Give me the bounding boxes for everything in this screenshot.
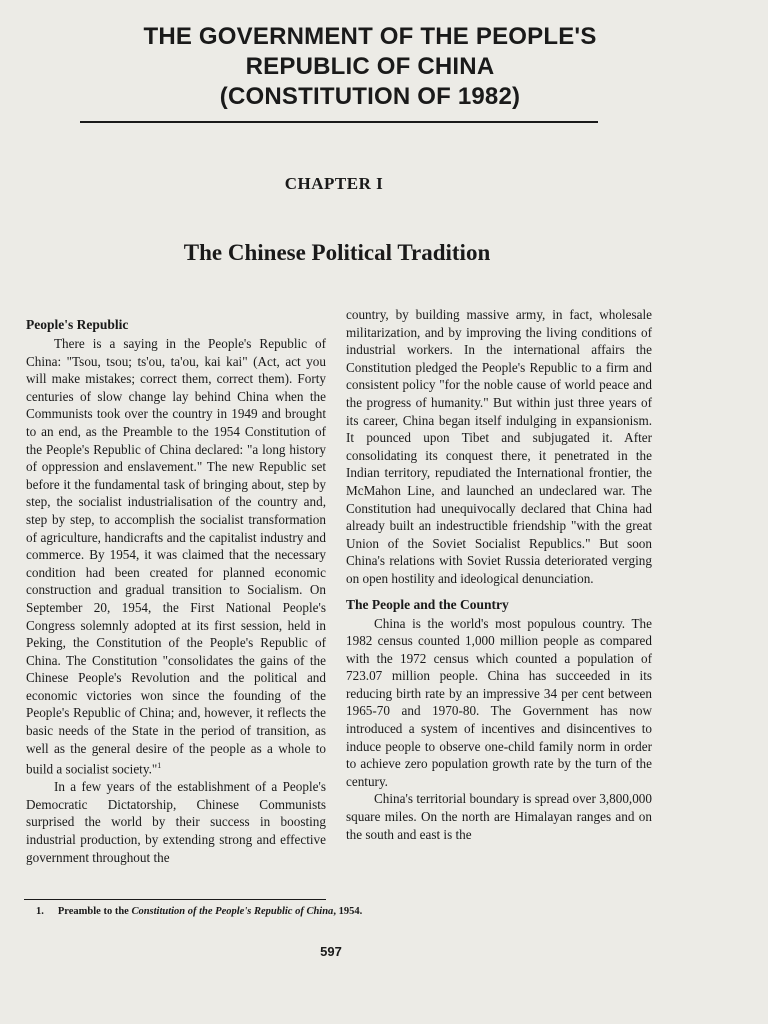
- footnote-rule: [24, 899, 326, 900]
- section-heading-people-and-country: The People and the Country: [346, 596, 509, 612]
- footnote-number: 1.: [36, 906, 44, 917]
- right-paragraph-1: country, by building massive army, in fact, wholesale militarization, and by improving the living conditions of industrial workers. In the international affairs the Constitution pledged the People's Republic to a firm and consistent policy "for the noble cause of world peace and the progress of humanity." But within just three years of its career, China began itself indulging in expansionism. It pounced upon Tibet and subjugated it. After consolidating its conquest there, it penetrated in the Indian territory, repudiated the International frontier, the McMahon Line, and launched an undeclared war. The Constitution had unequivocally declared that China had already built an indestructible friendship "with the great Union of the Soviet Socialist Republics." But soon China's relations with Soviet Russia deteriorated verging on open hostility and ideological denunciation.: [346, 307, 652, 586]
- right-paragraph-2: China is the world's most populous country. The 1982 census counted 1,000 million people as compared with the 1972 census which counted a population of 723.07 million people. China has succeeded in its reducing birth rate by an impressive 34 per cent between 1965-70 and 1970-80. The Government has now introduced a system of incentives and disincentives to induce people to observe one-child family norm in order to achieve zero population growth rate by the turn of the century.: [346, 615, 652, 789]
- right-paragraph-3: China's territorial boundary is spread over 3,800,000 square miles. On the north are Himalayan ranges and on the south and east is the: [346, 791, 652, 842]
- title-line-3: (CONSTITUTION OF 1982): [219, 83, 521, 110]
- footnote-reference: 1: [157, 761, 162, 771]
- footnote: [36, 906, 362, 917]
- chapter-title: The Chinese Political Tradition: [183, 240, 491, 265]
- page-number: 597: [320, 944, 342, 959]
- left-paragraph-2: In a few years of the establishment of a People's Democratic Dictatorship, Chinese Communists surprised the world by their success in boosting industrial production, by extending strong and effective government throughout the: [26, 779, 326, 865]
- footnote-suffix: , 1954.: [333, 906, 363, 917]
- title-line-1: THE GOVERNMENT OF THE PEOPLE'S: [143, 23, 597, 50]
- book-title: [60, 22, 680, 112]
- footnote-prefix: Preamble to the: [57, 906, 129, 917]
- left-column: [26, 308, 326, 866]
- title-line-2: REPUBLIC OF CHINA: [245, 53, 495, 80]
- chapter-label: CHAPTER I: [284, 174, 384, 193]
- section-heading-peoples-republic: People's Republic: [26, 317, 129, 332]
- title-rule: [80, 121, 598, 123]
- right-column: [346, 306, 652, 843]
- left-paragraph-1-text: There is a saying in the People's Republic of China: "Tsou, tsou; ts'ou, ta'ou, kai kai" (Act, act you will make mistakes; correct them, correct them). Forty centuries of slow change lay behind China when the Communists took over the country in 1949 and brought to an end, as the Preamble to the 1954 Constitution of the People's Republic of China declared: "a long history of oppression and enslavement." The new Republic set before it the fundamental task of bringing about, step by step, the socialist industrialisation of the country and, step by step, to accomplish the socialist transformation of agriculture, handicrafts and the capitalist industry and commerce. By 1954, it was claimed that the necessary condition had been created for planned economic construction and gradual transition to Socialism. On September 20, 1954, the First National People's Congress solemnly adopted at its first session, held in Peking, the Constitution of the People's Republic of China. The Constitution "consolidates the gains of the Chinese People's Revolution and the political and economic victories won since the founding of the People's Republic of China; and, however, it reflects the basic needs of the State in the period of transition, as well as the general desire of the people as a whole to build a socialist society.": [26, 336, 326, 777]
- left-paragraph-1: [26, 335, 326, 778]
- footnote-source: Constitution of the People's Republic of China: [131, 906, 334, 917]
